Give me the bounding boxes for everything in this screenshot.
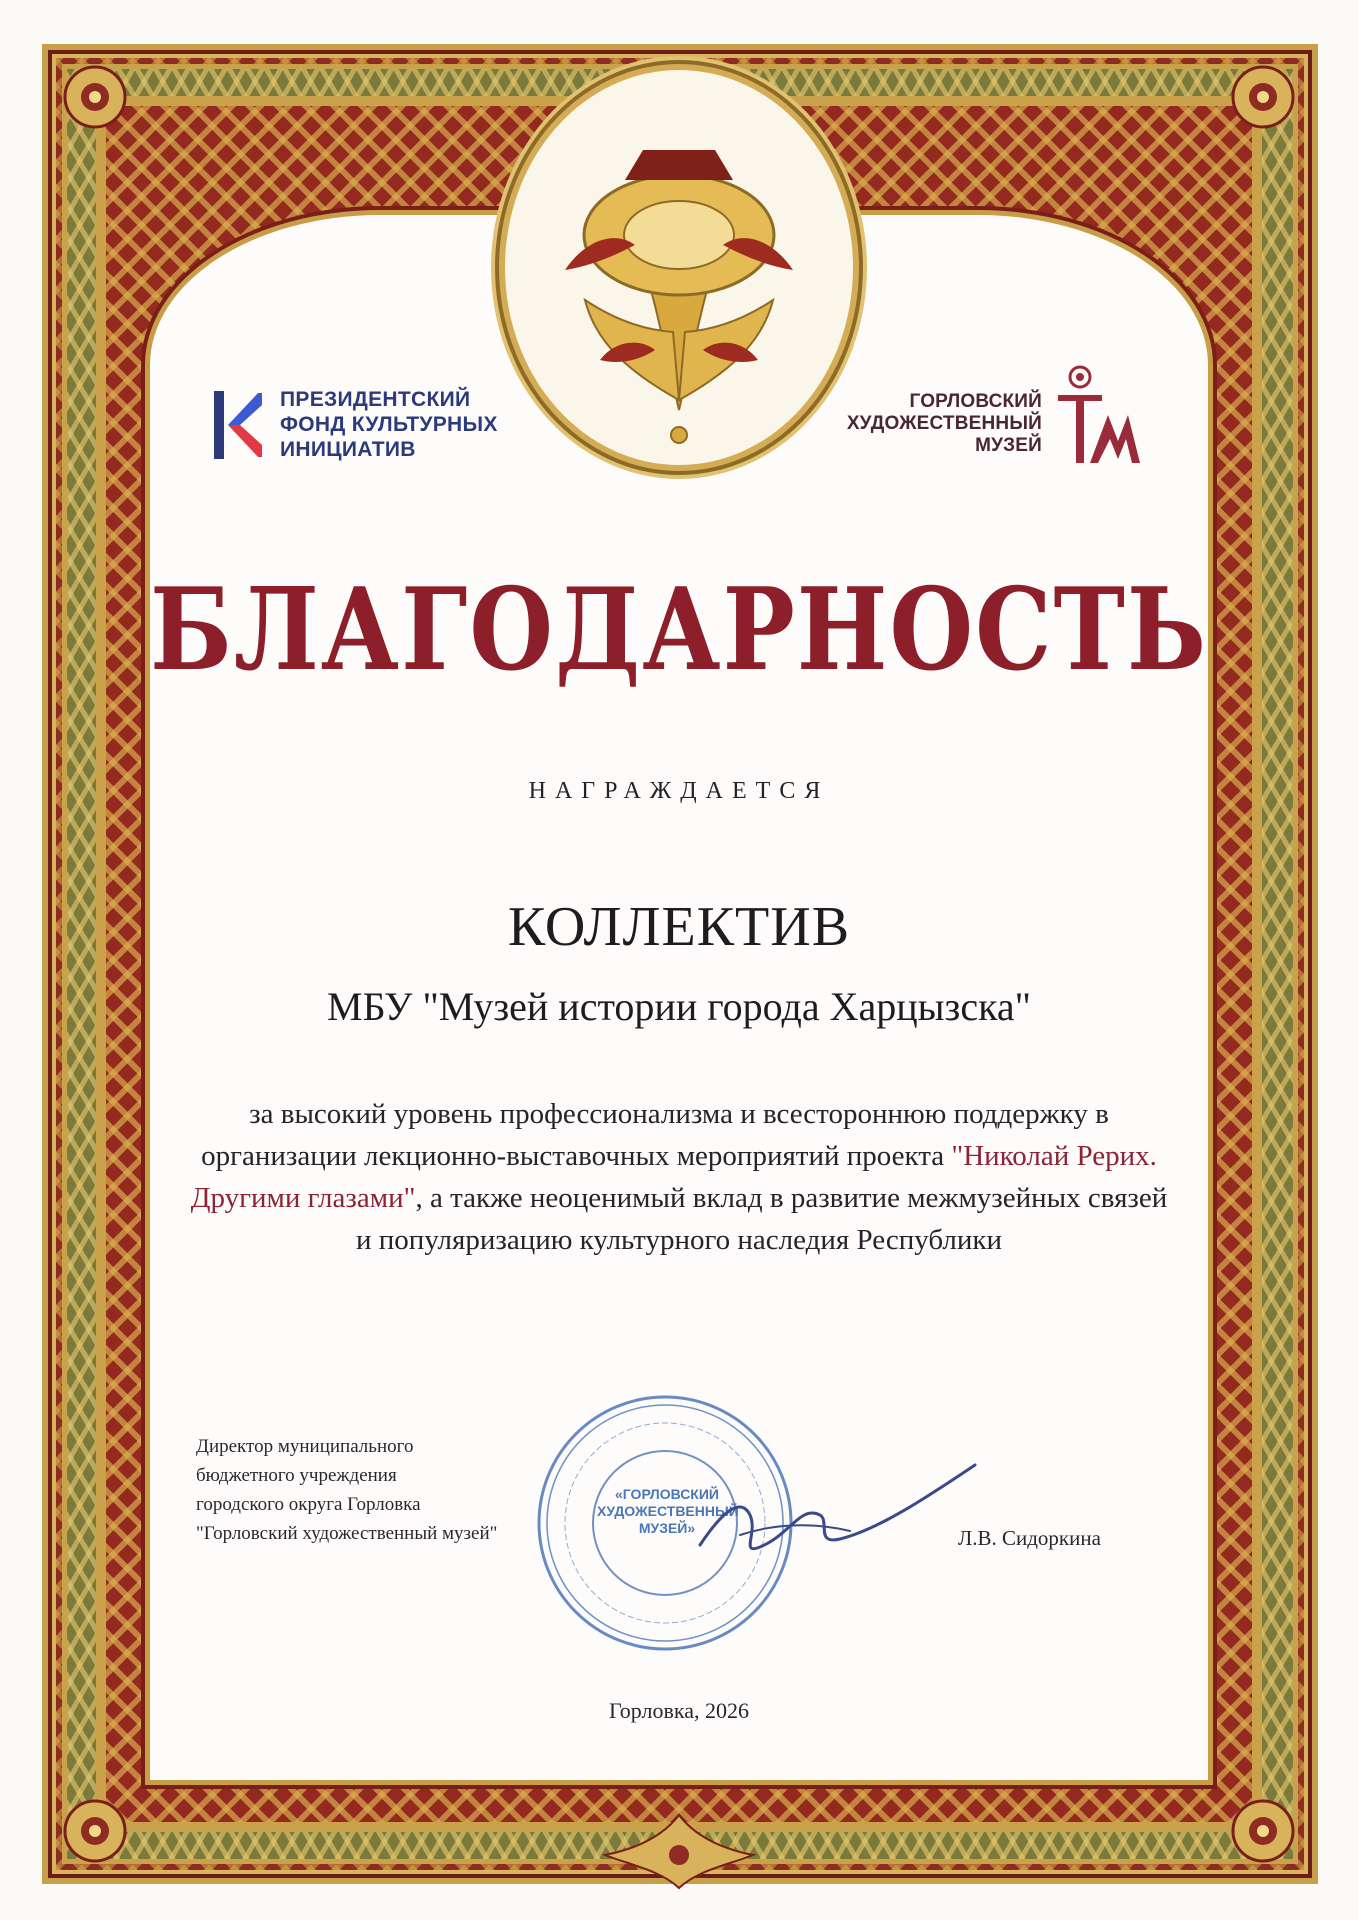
- corner-ornament-icon: [1218, 52, 1308, 142]
- logo-right-line: МУЗЕЙ: [975, 435, 1042, 456]
- signer-line: бюджетного учреждения: [196, 1465, 397, 1486]
- logo-right-line: ХУДОЖЕСТВЕННЫЙ: [846, 413, 1042, 434]
- award-reason: [190, 1093, 1168, 1261]
- logo-left-line: ИНИЦИАТИВ: [280, 438, 416, 461]
- recipient-organization: МБУ "Музей истории города Харцызска": [327, 984, 1031, 1029]
- signer-line: Директор муниципального: [196, 1436, 414, 1457]
- reason-text: за высокий уровень профессионализма и всестороннюю поддержку в организации лекционно-выставочных мероприятий проекта: [201, 1098, 1109, 1172]
- bottom-ornament-icon: [600, 1810, 758, 1890]
- logo-left-line: ФОНД КУЛЬТУРНЫХ: [280, 413, 498, 436]
- project-name: "Николай Рерих. Другими глазами": [190, 1140, 1157, 1214]
- certificate-title: БЛАГОДАРНОСТЬ: [150, 562, 1209, 697]
- signer-line: "Горловский художественный музей": [196, 1523, 498, 1544]
- tree-of-life-medallion: [505, 70, 853, 465]
- stamp-line: «ГОРЛОВСКИЙ: [615, 1486, 719, 1502]
- stamp-line: ХУДОЖЕСТВЕННЫЙ: [597, 1503, 739, 1519]
- logo-presidential-fund: [214, 385, 544, 465]
- logo-left-line: ПРЕЗИДЕНТСКИЙ: [280, 388, 471, 411]
- awarded-label: НАГРАЖДАЕТСЯ: [528, 778, 830, 804]
- place-and-year: Горловка, 2026: [609, 1698, 749, 1723]
- stamp-line: МУЗЕЙ»: [638, 1520, 696, 1536]
- corner-ornament-icon: [50, 52, 140, 142]
- reason-text: , а также неоценимый вклад в развитие межмузейных связей и популяризацию культурного наследия Республики: [356, 1182, 1168, 1256]
- museum-logo-icon: [1050, 363, 1140, 468]
- logo-right-line: ГОРЛОВСКИЙ: [909, 391, 1042, 412]
- handwritten-signature-icon: [680, 1455, 980, 1575]
- tree-of-life-icon: [505, 70, 853, 465]
- corner-ornament-icon: [1218, 1786, 1308, 1876]
- corner-ornament-icon: [50, 1786, 140, 1876]
- signer-title: [196, 1432, 576, 1548]
- signer-line: городского округа Горловка: [196, 1494, 421, 1515]
- logo-gorlovka-art-museum: [820, 363, 1150, 473]
- recipient-name: КОЛЛЕКТИВ: [507, 896, 851, 958]
- signer-name: Л.В. Сидоркина: [958, 1526, 1101, 1550]
- presidential-fund-logo-icon: [214, 391, 262, 459]
